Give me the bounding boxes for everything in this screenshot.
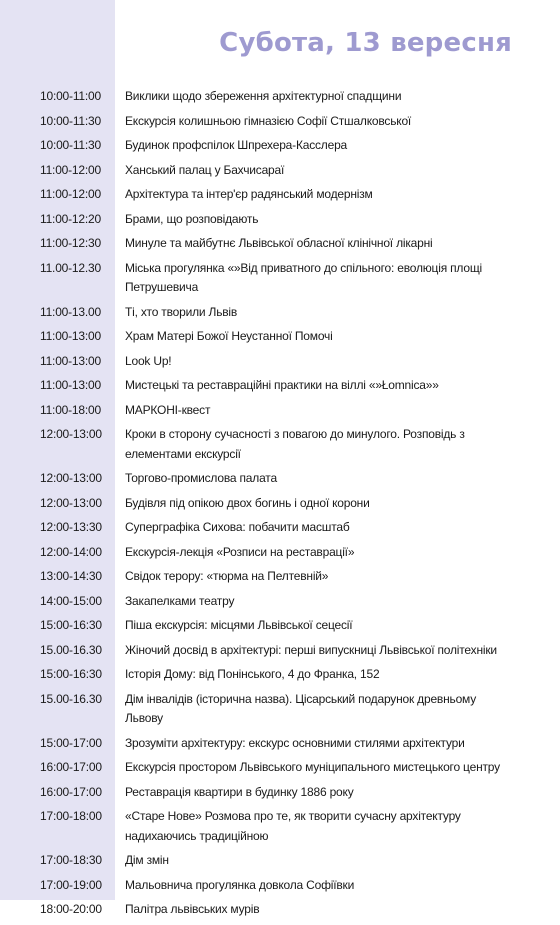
page-title: Субота, 13 вересня <box>219 28 512 58</box>
event-title: Мистецькі та реставраційні практики на віллі «»Łomnica»» <box>125 378 439 392</box>
event-time: 15.00-16.30 <box>40 691 102 706</box>
event-title: Жіночий досвід в архітектурі: перші випускниці Львівської політехніки <box>125 642 497 657</box>
event-title: Ті, хто творили Львів <box>125 304 238 319</box>
event-time: 12:00-13:00 <box>40 495 102 510</box>
event-title: Храм Матері Божої Неустанної Помочі <box>125 329 333 343</box>
event-time: 13:00-14:30 <box>40 569 102 583</box>
schedule-row <box>0 758 560 778</box>
schedule-row <box>0 87 560 107</box>
schedule-row <box>0 734 560 754</box>
schedule-row <box>0 616 560 636</box>
event-title: Піша екскурсія: місцями Львівської сецесії <box>125 618 353 632</box>
schedule-row <box>0 592 560 612</box>
event-time: 12:00-13:00 <box>40 427 102 441</box>
event-title: Look Up! <box>125 353 172 368</box>
schedule-row <box>0 900 560 920</box>
event-time: 16:00-17:00 <box>40 760 102 774</box>
schedule-row <box>0 690 560 729</box>
event-title: МАРКОНІ-квест <box>125 402 211 417</box>
schedule-row <box>0 352 560 372</box>
schedule-row <box>0 543 560 563</box>
event-title: Екскурсія колишньою гімназією Софії Стшалковської <box>125 113 412 128</box>
event-title: Архітектура та інтер'єр радянський модернізм <box>125 187 373 201</box>
event-time: 10:00-11:30 <box>40 138 101 152</box>
event-time: 12:00-13:30 <box>40 520 102 534</box>
schedule-row <box>0 469 560 489</box>
schedule-row <box>0 136 560 156</box>
event-title: Дім змін <box>125 853 169 867</box>
event-title: Свідок терору: «тюрма на Пелтевній» <box>125 569 329 583</box>
event-title: Закапелками театру <box>125 593 235 608</box>
event-time: 11:00-13:00 <box>40 329 101 343</box>
schedule-row <box>0 401 560 421</box>
schedule-row <box>0 851 560 871</box>
event-time: 11.00-12.30 <box>40 260 101 275</box>
event-time: 11:00-12:20 <box>40 211 101 226</box>
schedule-row <box>0 327 560 347</box>
event-time: 11:00-13.00 <box>40 304 101 319</box>
event-time: 17:00-18:00 <box>40 809 102 823</box>
event-title: Брами, що розповідають <box>125 211 259 226</box>
schedule-row <box>0 567 560 587</box>
schedule-list <box>0 87 560 925</box>
event-title: Екскурсія простором Львівського муніципального мистецького центру <box>125 760 500 774</box>
schedule-row <box>0 876 560 896</box>
event-time: 18:00-20:00 <box>40 902 102 916</box>
schedule-row <box>0 161 560 181</box>
event-title: Минуле та майбутнє Львівської обласної клінічної лікарні <box>125 236 433 250</box>
event-title: Палітра львівських мурів <box>125 902 260 916</box>
schedule-row <box>0 185 560 205</box>
event-time: 11:00-12:30 <box>40 236 101 250</box>
schedule-row <box>0 494 560 514</box>
event-time: 17:00-18:30 <box>40 853 102 867</box>
event-time: 11:00-13:00 <box>40 353 101 368</box>
event-title: «Старе Нове» Розмова про те, як творити сучасну архітектуру надихаючись традиційною <box>125 809 461 843</box>
event-time: 17:00-19:00 <box>40 877 102 892</box>
schedule-row <box>0 665 560 685</box>
event-time: 16:00-17:00 <box>40 784 102 799</box>
event-title: Суперграфіка Сихова: побачити масштаб <box>125 520 350 534</box>
schedule-row <box>0 807 560 846</box>
event-time: 11:00-12:00 <box>40 162 101 177</box>
event-time: 11:00-18:00 <box>40 402 101 417</box>
event-title: Мальовнича прогулянка довкола Софіївки <box>125 877 355 892</box>
event-title: Будинок профспілок Шпрехера-Касслера <box>125 138 348 152</box>
schedule-row <box>0 210 560 230</box>
event-title: Кроки в сторону сучасності з повагою до минулого. Розповідь з елементами екскурсії <box>125 427 465 461</box>
event-time: 12:00-14:00 <box>40 544 102 559</box>
event-time: 14:00-15:00 <box>40 593 102 608</box>
schedule-row <box>0 376 560 396</box>
event-time: 11:00-12:00 <box>40 187 101 201</box>
event-title: Торгово-промислова палата <box>125 471 277 485</box>
event-time: 15.00-16.30 <box>40 642 102 657</box>
event-title: Історія Дому: від Понінського, 4 до Франка, 152 <box>125 667 380 681</box>
schedule-row <box>0 641 560 661</box>
event-title: Дім інвалідів (історична назва). Цісарський подарунок древньому Львову <box>125 691 477 725</box>
event-title: Реставрація квартири в будинку 1886 року <box>125 784 354 799</box>
schedule-row <box>0 425 560 464</box>
event-time: 15:00-16:30 <box>40 618 102 632</box>
event-time: 10:00-11:00 <box>40 89 101 103</box>
event-time: 11:00-13:00 <box>40 378 101 392</box>
schedule-row <box>0 518 560 538</box>
schedule-row <box>0 234 560 254</box>
schedule-row <box>0 259 560 298</box>
event-title: Ханський палац у Бахчисараї <box>125 162 285 177</box>
event-time: 10:00-11:30 <box>40 113 101 128</box>
event-title: Міська прогулянка «»Від приватного до спільного: еволюція площі Петрушевича <box>125 260 482 294</box>
event-time: 15:00-17:00 <box>40 735 102 750</box>
event-title: Зрозуміти архітектуру: екскурс основними стилями архітектури <box>125 735 465 750</box>
event-time: 12:00-13:00 <box>40 471 102 485</box>
event-time: 15:00-16:30 <box>40 667 102 681</box>
schedule-row <box>0 112 560 132</box>
schedule-row <box>0 783 560 803</box>
event-title: Будівля під опікою двох богинь і одної корони <box>125 495 370 510</box>
event-title: Екскурсія-лекція «Розписи на реставрації» <box>125 544 355 559</box>
schedule-row <box>0 303 560 323</box>
event-title: Виклики щодо збереження архітектурної спадщини <box>125 89 402 103</box>
